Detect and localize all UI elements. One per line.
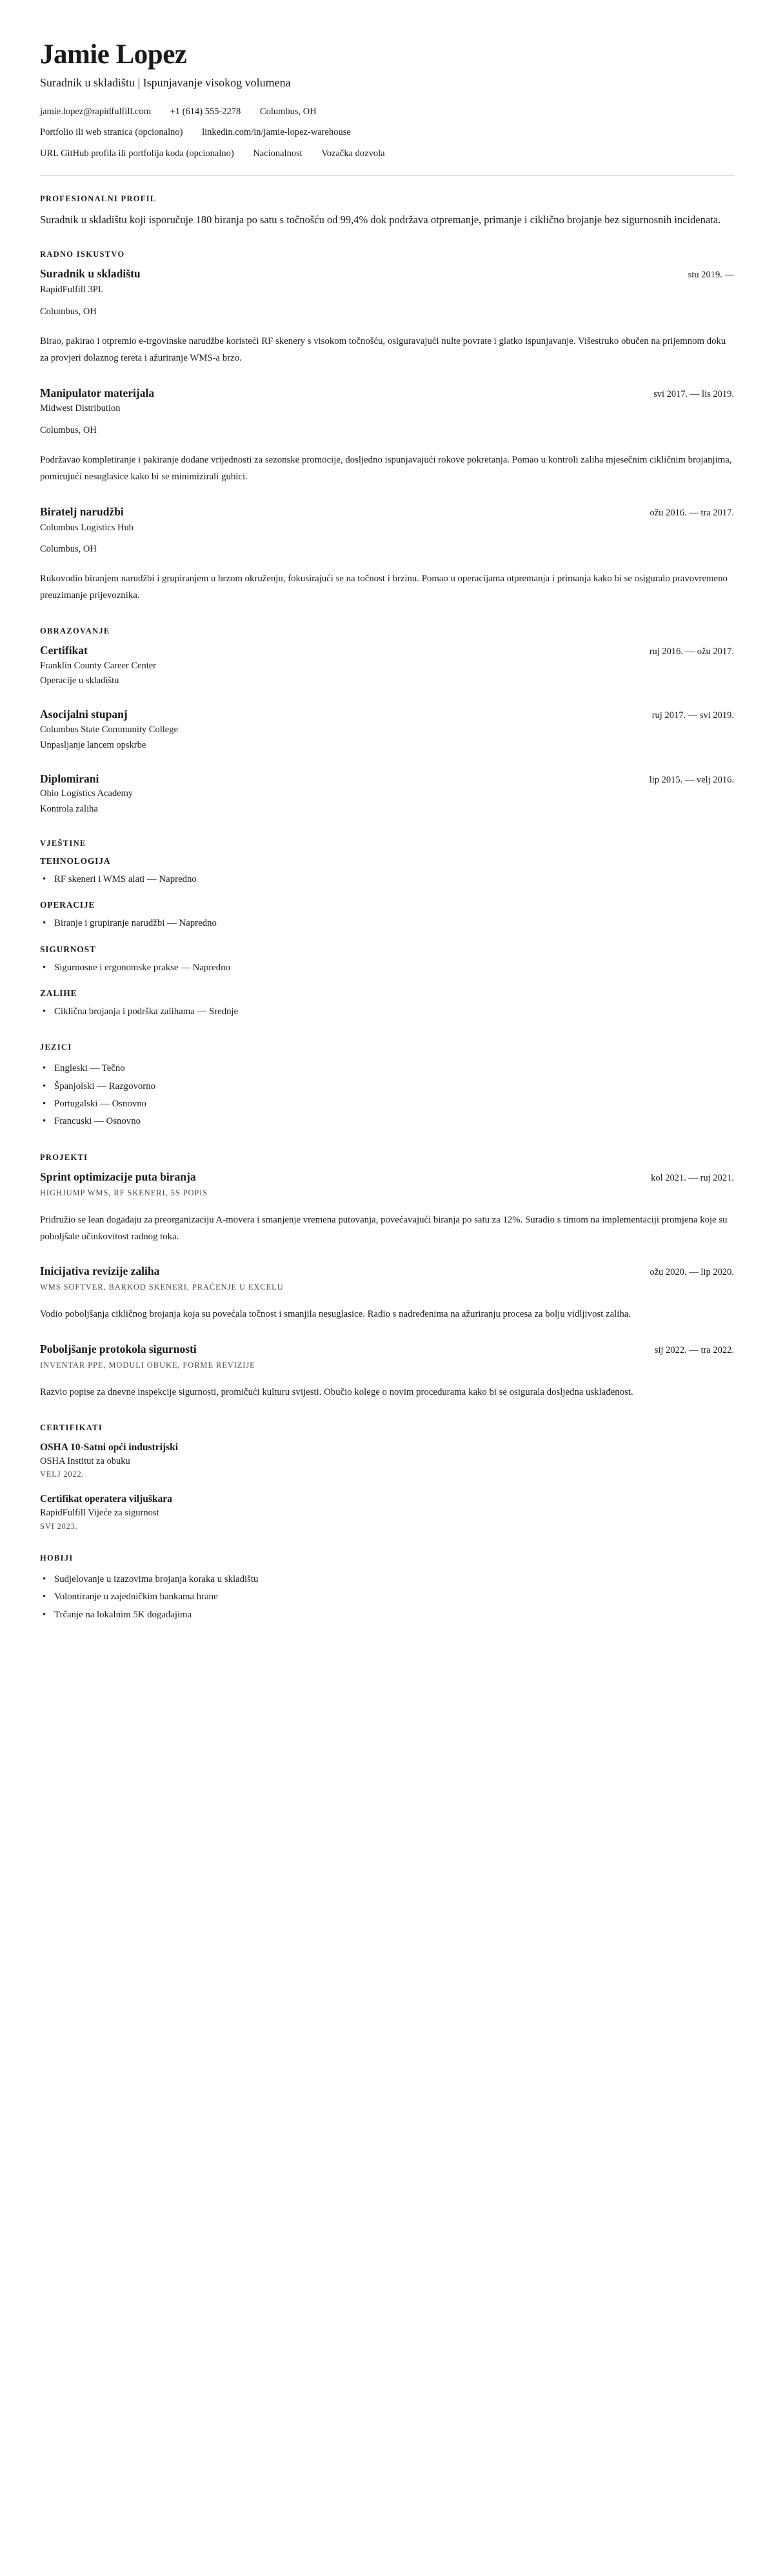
section-title-education: OBRAZOVANJE (40, 626, 110, 635)
experience-title: Suradnik u skladištu (40, 267, 141, 281)
project-tech: INVENTAR PPE, MODULI OBUKE, FORME REVIZIJE (40, 1361, 255, 1370)
experience-dates: ožu 2016. — tra 2017. (650, 507, 734, 518)
section-languages (40, 1043, 734, 1130)
hobby-item: • Sudjelovanje u izazovima brojanja koraka u skladištu (54, 1571, 734, 1588)
nationality-placeholder: Nacionalnost (253, 148, 303, 159)
contact-line-2 (40, 126, 734, 140)
experience-org: RapidFulfill 3PL (40, 285, 104, 295)
education-entry (40, 644, 734, 688)
project-description: Vodio poboljšanja cikličnog brojanja koja su povećala točnost i smanjila nesuglasice. Radio s nadređenima na ažuriranju procesa za bolju vidljivost zaliha. (40, 1309, 631, 1320)
project-entry (40, 1264, 734, 1323)
experience-entry (40, 267, 734, 366)
experience-location: Columbus, OH (40, 306, 97, 317)
project-description: Pridružio se lean događaju za preorganizaciju A-movera i smanjenje vremena putovanja, povećavajući biranja po satu za 12%. Suradio s timom na implementaciji promjena koje su poboljšale učinkovitost radnog toka. (40, 1214, 728, 1242)
education-entry (40, 772, 734, 817)
section-title-experience: RADNO ISKUSTVO (40, 250, 125, 259)
phone-value: +1 (614) 555-2278 (170, 106, 241, 117)
experience-description: Rukovodio biranjem narudžbi i grupiranjem u brzom okruženju, fokusirajući se na točnost i brzinu. Pomao u operacijama otpremanja i primanja kako bi se osiguralo pravovremeno preuzimanje prijevoznika. (40, 574, 728, 601)
certification-date: SVI 2023. (40, 1521, 78, 1531)
project-tech: HIGHJUMP WMS, RF SKENERI, 5S POPIS (40, 1188, 208, 1197)
education-entry-head (40, 772, 734, 786)
experience-description: Birao, pakirao i otpremio e-trgovinske narudžbe koristeći RF skenery s visokom točnošću, osiguravajući nulte povrate i glatko ispunjavanje. Višestruko obučen na prijemnom doku za provjeri dolaznog tereta i ažuriranje WMS-a brzo. (40, 335, 726, 363)
skill-item: • Sigurnosne i ergonomske prakse — Napredno (54, 959, 734, 977)
section-experience (40, 250, 734, 604)
project-entry (40, 1170, 734, 1246)
project-dates: sij 2022. — tra 2022. (654, 1345, 734, 1356)
experience-description: Podržavao kompletiranje i pakiranje dodane vrijednosti za sezonske promocije, dosljedno ispunjavajući rokove pokretanja. Pomao u kontroli zaliha mjesečnim cikličnim brojanjima, pomirujući nesuglasice kako bi se minimizirali gubici. (40, 454, 732, 482)
section-title-certifications: CERTIFIKATI (40, 1423, 103, 1432)
certification-date: VELJ 2022. (40, 1470, 84, 1479)
section-title-languages: JEZICI (40, 1043, 72, 1052)
skill-list (40, 959, 734, 977)
experience-entry-head (40, 386, 734, 401)
experience-entry-head (40, 267, 734, 281)
education-degree: Diplomirani (40, 772, 99, 785)
education-entry-head (40, 708, 734, 722)
language-list (40, 1060, 734, 1130)
github-placeholder: URL GitHub profila ili portfolija koda (opcionalno) (40, 148, 234, 159)
skill-list (40, 1003, 734, 1021)
section-summary (40, 194, 734, 228)
linkedin-value: linkedin.com/in/jamie-lopez-warehouse (202, 127, 351, 138)
section-certifications (40, 1423, 734, 1532)
section-title-skills: VJEŠTINE (40, 838, 86, 848)
skill-item: • Biranje i grupiranje narudžbi — Napredno (54, 915, 734, 932)
skill-category: TEHNOLOGIJA (40, 855, 111, 866)
skill-category: ZALIHE (40, 988, 77, 999)
section-skills (40, 839, 734, 1021)
section-title-projects: PROJEKTI (40, 1152, 88, 1162)
experience-org: Midwest Distribution (40, 403, 121, 414)
contact-line-3 (40, 147, 734, 161)
project-entry-head (40, 1170, 734, 1184)
skill-group (40, 944, 734, 977)
education-degree: Asocijalni stupanj (40, 708, 128, 721)
language-item: • Engleski — Tečno (54, 1060, 734, 1077)
certification-issuer: RapidFulfill Vijeće za sigurnost (40, 1508, 159, 1519)
skill-category: SIGURNOST (40, 944, 96, 954)
experience-entry (40, 505, 734, 604)
experience-dates: svi 2017. — lis 2019. (653, 388, 734, 399)
project-title: Poboljšanje protokola sigurnosti (40, 1343, 197, 1356)
education-entry-head (40, 644, 734, 658)
experience-entry (40, 386, 734, 486)
education-school: Franklin County Career Center (40, 660, 156, 671)
certification-name: Certifikat operatera viljuškara (40, 1493, 172, 1505)
project-description: Razvio popise za dnevne inspekcije sigurnosti, promičući kulturu svijesti. Obučio kolege o novim procedurama kako bi se osigurala dosljedna usklađenost. (40, 1387, 633, 1398)
hobby-list (40, 1571, 734, 1624)
skill-list (40, 915, 734, 932)
section-hobbies (40, 1553, 734, 1624)
skill-group (40, 856, 734, 888)
certification-issuer: OSHA Institut za obuku (40, 1455, 130, 1466)
portfolio-placeholder: Portfolio ili web stranica (opcionalno) (40, 127, 183, 138)
project-entry (40, 1343, 734, 1401)
location-value: Columbus, OH (259, 106, 317, 117)
project-dates: kol 2021. — ruj 2021. (651, 1172, 734, 1183)
experience-dates: stu 2019. — (688, 270, 734, 281)
headline: Suradnik u skladištu | Ispunjavanje visokog volumena (40, 76, 291, 90)
section-projects (40, 1153, 734, 1401)
resume-header (40, 40, 734, 161)
education-entry (40, 708, 734, 752)
project-entry-head (40, 1264, 734, 1279)
certification-name: OSHA 10-Satni opći industrijski (40, 1442, 179, 1453)
skill-list (40, 871, 734, 888)
education-school: Columbus State Community College (40, 724, 178, 735)
header-divider (40, 175, 734, 176)
education-school: Ohio Logistics Academy (40, 788, 134, 799)
email-value: jamie.lopez@rapidfulfill.com (40, 106, 151, 117)
education-degree: Certifikat (40, 643, 88, 657)
project-dates: ožu 2020. — lip 2020. (650, 1267, 734, 1278)
education-field: Unpasljanje lancem opskrbe (40, 739, 146, 750)
summary-text: Suradnik u skladištu koji isporučuje 180 biranja po satu s točnošću od 99,4% dok podržava otpremanje, primanje i ciklično brojanje bez sigurnosnih incidenata. (40, 213, 721, 226)
language-item: • Francuski — Osnovno (54, 1113, 734, 1130)
experience-entry-head (40, 505, 734, 519)
experience-title: Manipulator materijala (40, 386, 155, 399)
education-field: Kontrola zaliha (40, 804, 98, 815)
project-entry-head (40, 1343, 734, 1357)
education-dates: ruj 2016. — ožu 2017. (649, 646, 734, 657)
skill-category: OPERACIJE (40, 900, 95, 910)
experience-org: Columbus Logistics Hub (40, 522, 134, 533)
experience-title: Biratelj narudžbi (40, 504, 124, 518)
education-field: Operacije u skladištu (40, 675, 119, 686)
education-dates: lip 2015. — velj 2016. (649, 774, 734, 785)
certification-entry (40, 1441, 734, 1479)
section-education (40, 626, 734, 817)
project-title: Sprint optimizacije puta biranja (40, 1170, 196, 1183)
page-title: Jamie Lopez (40, 39, 187, 70)
skill-item: • Ciklična brojanja i podrška zalihama — Srednje (54, 1003, 734, 1021)
skill-group (40, 900, 734, 932)
skill-item: • RF skeneri i WMS alati — Napredno (54, 871, 734, 888)
education-dates: ruj 2017. — svi 2019. (651, 710, 734, 721)
contact-line-1 (40, 105, 734, 119)
certification-entry (40, 1492, 734, 1531)
experience-location: Columbus, OH (40, 425, 97, 436)
hobby-item: • Volontiranje u zajedničkim bankama hrane (54, 1588, 734, 1606)
skill-group (40, 988, 734, 1021)
project-tech: WMS SOFTVER, BARKOD SKENERI, PRAĆENJE U EXCELU (40, 1283, 284, 1292)
project-title: Inicijativa revizije zaliha (40, 1264, 160, 1278)
section-title-summary: PROFESIONALNI PROFIL (40, 194, 157, 203)
language-item: • Španjolski — Razgovorno (54, 1078, 734, 1095)
language-item: • Portugalski — Osnovno (54, 1095, 734, 1113)
hobby-item: • Trčanje na lokalnim 5K događajima (54, 1606, 734, 1624)
experience-location: Columbus, OH (40, 544, 97, 555)
section-title-hobbies: HOBIJI (40, 1553, 74, 1563)
driving-license-placeholder: Vozačka dozvola (321, 148, 385, 159)
